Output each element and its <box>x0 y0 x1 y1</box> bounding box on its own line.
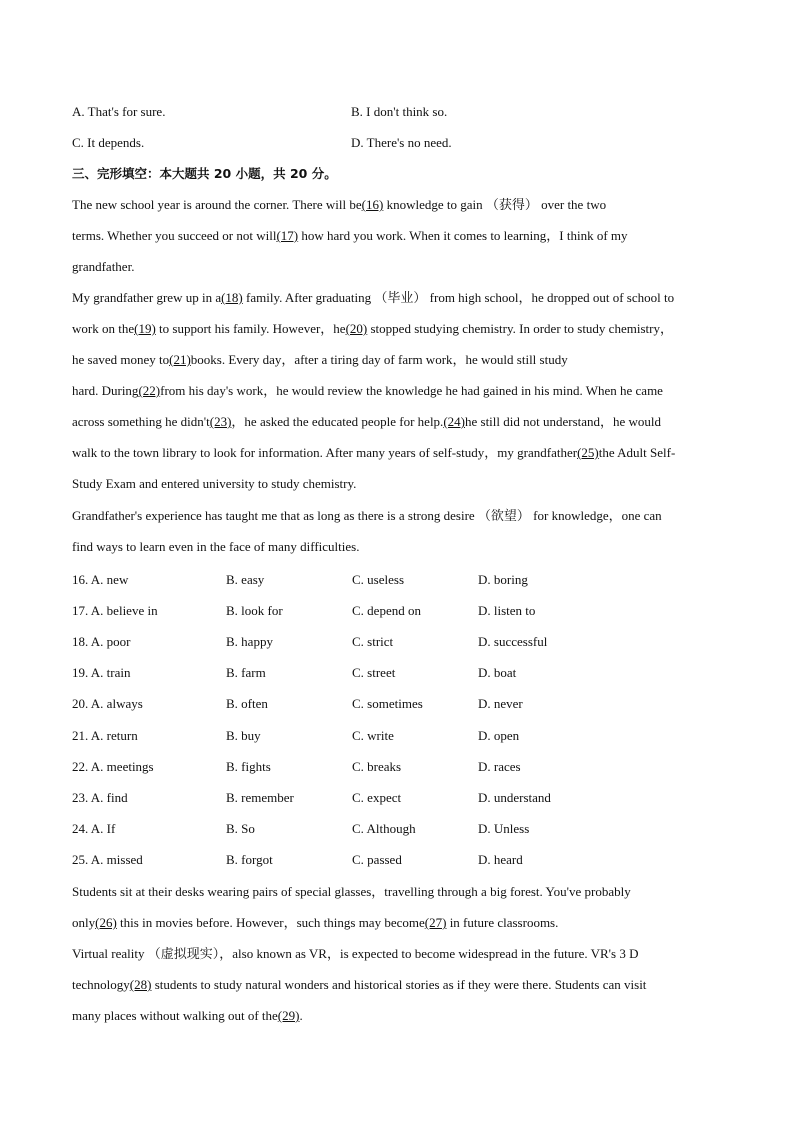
option-d: D. boring <box>478 572 528 587</box>
option-d: D. boat <box>478 665 517 681</box>
option-b: B. So <box>226 820 255 836</box>
question-number: 18. <box>72 634 91 650</box>
text-segment: hard. During <box>72 383 139 398</box>
blank-number: (24) <box>443 414 465 429</box>
text-segment: only <box>72 915 96 930</box>
text-line <box>72 251 722 282</box>
text-line <box>72 531 722 562</box>
option-c: C. expect <box>352 789 402 805</box>
text-line <box>72 220 722 251</box>
text-line <box>72 313 722 344</box>
question-number: 21. <box>72 727 91 743</box>
option-d: D. never <box>478 696 523 712</box>
text-segment: grandfather. <box>72 259 135 274</box>
text-line <box>72 406 722 437</box>
blank-number: (21) <box>169 352 191 367</box>
option-a: A. That's for sure. <box>72 104 166 119</box>
question-number-and-option-a <box>72 790 128 806</box>
option-c: C. strict <box>352 634 394 650</box>
option-c: C. Although <box>352 820 416 836</box>
question-number-and-option-a <box>72 572 128 588</box>
option-a: A. always <box>90 696 143 712</box>
question-number-and-option-a <box>72 696 143 712</box>
option-b: B. forgot <box>226 851 273 867</box>
text-line <box>72 876 722 907</box>
text-line <box>72 437 722 468</box>
blank-number: (28) <box>129 977 152 992</box>
option-b: B. often <box>226 696 268 712</box>
option-b: B. I don't think so. <box>351 104 448 119</box>
text-segment: stopped studying chemistry. In order to study chemistry， <box>367 321 673 336</box>
option-a: A. meetings <box>90 758 154 774</box>
text-segment: students to study natural wonders and historical stories as if they were there. Students can visit <box>151 977 647 992</box>
question-number-and-option-a <box>72 728 138 744</box>
text-line <box>72 375 722 406</box>
option-a: A. believe in <box>90 603 158 619</box>
option-a: A. missed <box>90 851 143 867</box>
text-segment: knowledge to gain （获得） over the two <box>383 197 607 212</box>
question-number: 25. <box>72 851 91 867</box>
text-segment: Students sit at their desks wearing pairs of special glasses，travelling through a big forest. You've probably <box>72 884 631 899</box>
option-a: A. return <box>90 727 138 743</box>
question-number-and-option-a <box>72 665 131 681</box>
question-number: 16. <box>72 572 91 587</box>
question-number-and-option-a <box>72 634 131 650</box>
text-segment: Grandfather's experience has taught me that as long as there is a strong desire （欲望） for knowledge，one can <box>72 508 662 523</box>
blank-number: (25) <box>577 445 599 460</box>
blank-number: (16) <box>361 197 384 212</box>
option-d: D. listen to <box>478 603 536 619</box>
question-number-and-option-a <box>72 821 115 837</box>
text-line <box>72 189 722 220</box>
option-d: D. heard <box>478 851 523 867</box>
text-segment: books. Every day，after a tiring day of farm work，he would still study <box>190 352 568 367</box>
question-number-and-option-a <box>72 603 158 619</box>
text-segment: technology <box>72 977 130 992</box>
option-a: A. train <box>90 665 131 681</box>
option-b: B. fights <box>226 758 271 774</box>
passage2-para2 <box>72 938 722 1031</box>
text-line <box>72 938 722 969</box>
question-number: 24. <box>72 820 91 836</box>
passage1-para3 <box>72 500 722 562</box>
text-segment: My grandfather grew up in a <box>72 290 222 305</box>
passage1-para2 <box>72 282 722 499</box>
question-number-and-option-a <box>72 759 154 775</box>
text-segment: Virtual reality （虚拟现实），also known as VR，is expected to become widespread in the future. VR's 3 D <box>72 946 639 961</box>
option-c: C. street <box>352 665 396 681</box>
text-segment: this in movies before. However，such things may become <box>116 915 425 930</box>
option-c: C. breaks <box>352 758 402 774</box>
text-segment: ，he asked the educated people for help. <box>231 414 444 429</box>
blank-number: (26) <box>95 915 117 930</box>
option-d: D. Unless <box>478 820 530 836</box>
blank-number: (19) <box>134 321 156 336</box>
text-segment: to support his family. However，he <box>155 321 346 336</box>
passage1-para1 <box>72 189 722 282</box>
text-segment: Study Exam and entered university to study chemistry. <box>72 476 357 491</box>
question-number: 20. <box>72 696 91 712</box>
text-segment: in future classrooms. <box>446 915 559 930</box>
text-segment: work on the <box>72 321 135 336</box>
option-c: C. depend on <box>352 603 421 619</box>
text-line <box>72 344 722 375</box>
text-line <box>72 468 722 499</box>
option-d: D. There's no need. <box>351 135 452 150</box>
text-segment: find ways to learn even in the face of many difficulties. <box>72 539 360 554</box>
option-c: C. It depends. <box>72 135 145 150</box>
blank-number: (20) <box>345 321 368 336</box>
question-number: 19. <box>72 665 91 681</box>
option-b: B. look for <box>226 603 283 619</box>
question-number-and-option-a <box>72 852 143 868</box>
option-b: B. easy <box>226 572 265 587</box>
blank-number: (17) <box>276 228 299 243</box>
text-segment: the Adult Self- <box>598 445 676 460</box>
text-segment: how hard you work. When it comes to learning，I think of my <box>298 228 628 243</box>
text-segment: family. After graduating （毕业） from high school，he dropped out of school to <box>242 290 675 305</box>
option-b: B. remember <box>226 789 294 805</box>
text-segment: he saved money to <box>72 352 170 367</box>
question-number: 23. <box>72 789 91 805</box>
option-c: C. passed <box>352 851 402 867</box>
blank-number: (18) <box>221 290 243 305</box>
option-a: A. new <box>90 572 129 587</box>
option-c: C. sometimes <box>352 696 423 712</box>
text-segment: walk to the town library to look for information. After many years of self-study，my grandfather <box>72 445 578 460</box>
text-segment: terms. Whether you succeed or not will <box>72 228 277 243</box>
option-a: A. If <box>90 820 116 836</box>
text-line <box>72 907 722 938</box>
section-heading: 三、完形填空：本大题共 20 小题，共 20 分。 <box>72 166 337 181</box>
option-d: D. races <box>478 758 521 774</box>
option-b: B. buy <box>226 727 261 743</box>
blank-number: (29) <box>277 1008 300 1023</box>
option-b: B. happy <box>226 634 273 650</box>
blank-number: (27) <box>424 915 447 930</box>
option-c: C. useless <box>352 572 404 587</box>
option-c: C. write <box>352 727 394 743</box>
text-segment: The new school year is around the corner. There will be <box>72 197 362 212</box>
text-line <box>72 969 722 1000</box>
option-a: A. poor <box>90 634 131 650</box>
text-segment: from his day's work，he would review the knowledge he had gained in his mind. When he came <box>160 383 663 398</box>
blank-number: (22) <box>138 383 161 398</box>
blank-number: (23) <box>209 414 232 429</box>
text-line <box>72 1000 722 1031</box>
text-segment: . <box>299 1008 303 1023</box>
option-b: B. farm <box>226 665 266 681</box>
option-a: A. find <box>90 789 128 805</box>
passage2-para1 <box>72 876 722 938</box>
option-d: D. open <box>478 727 520 743</box>
question-number: 17. <box>72 603 91 619</box>
question-number: 22. <box>72 758 91 774</box>
text-segment: many places without walking out of the <box>72 1008 278 1023</box>
text-line <box>72 282 722 313</box>
text-segment: he still did not understand，he would <box>464 414 662 429</box>
option-d: D. understand <box>478 789 551 805</box>
text-segment: across something he didn't <box>72 414 210 429</box>
option-d: D. successful <box>478 634 548 650</box>
text-line <box>72 500 722 531</box>
